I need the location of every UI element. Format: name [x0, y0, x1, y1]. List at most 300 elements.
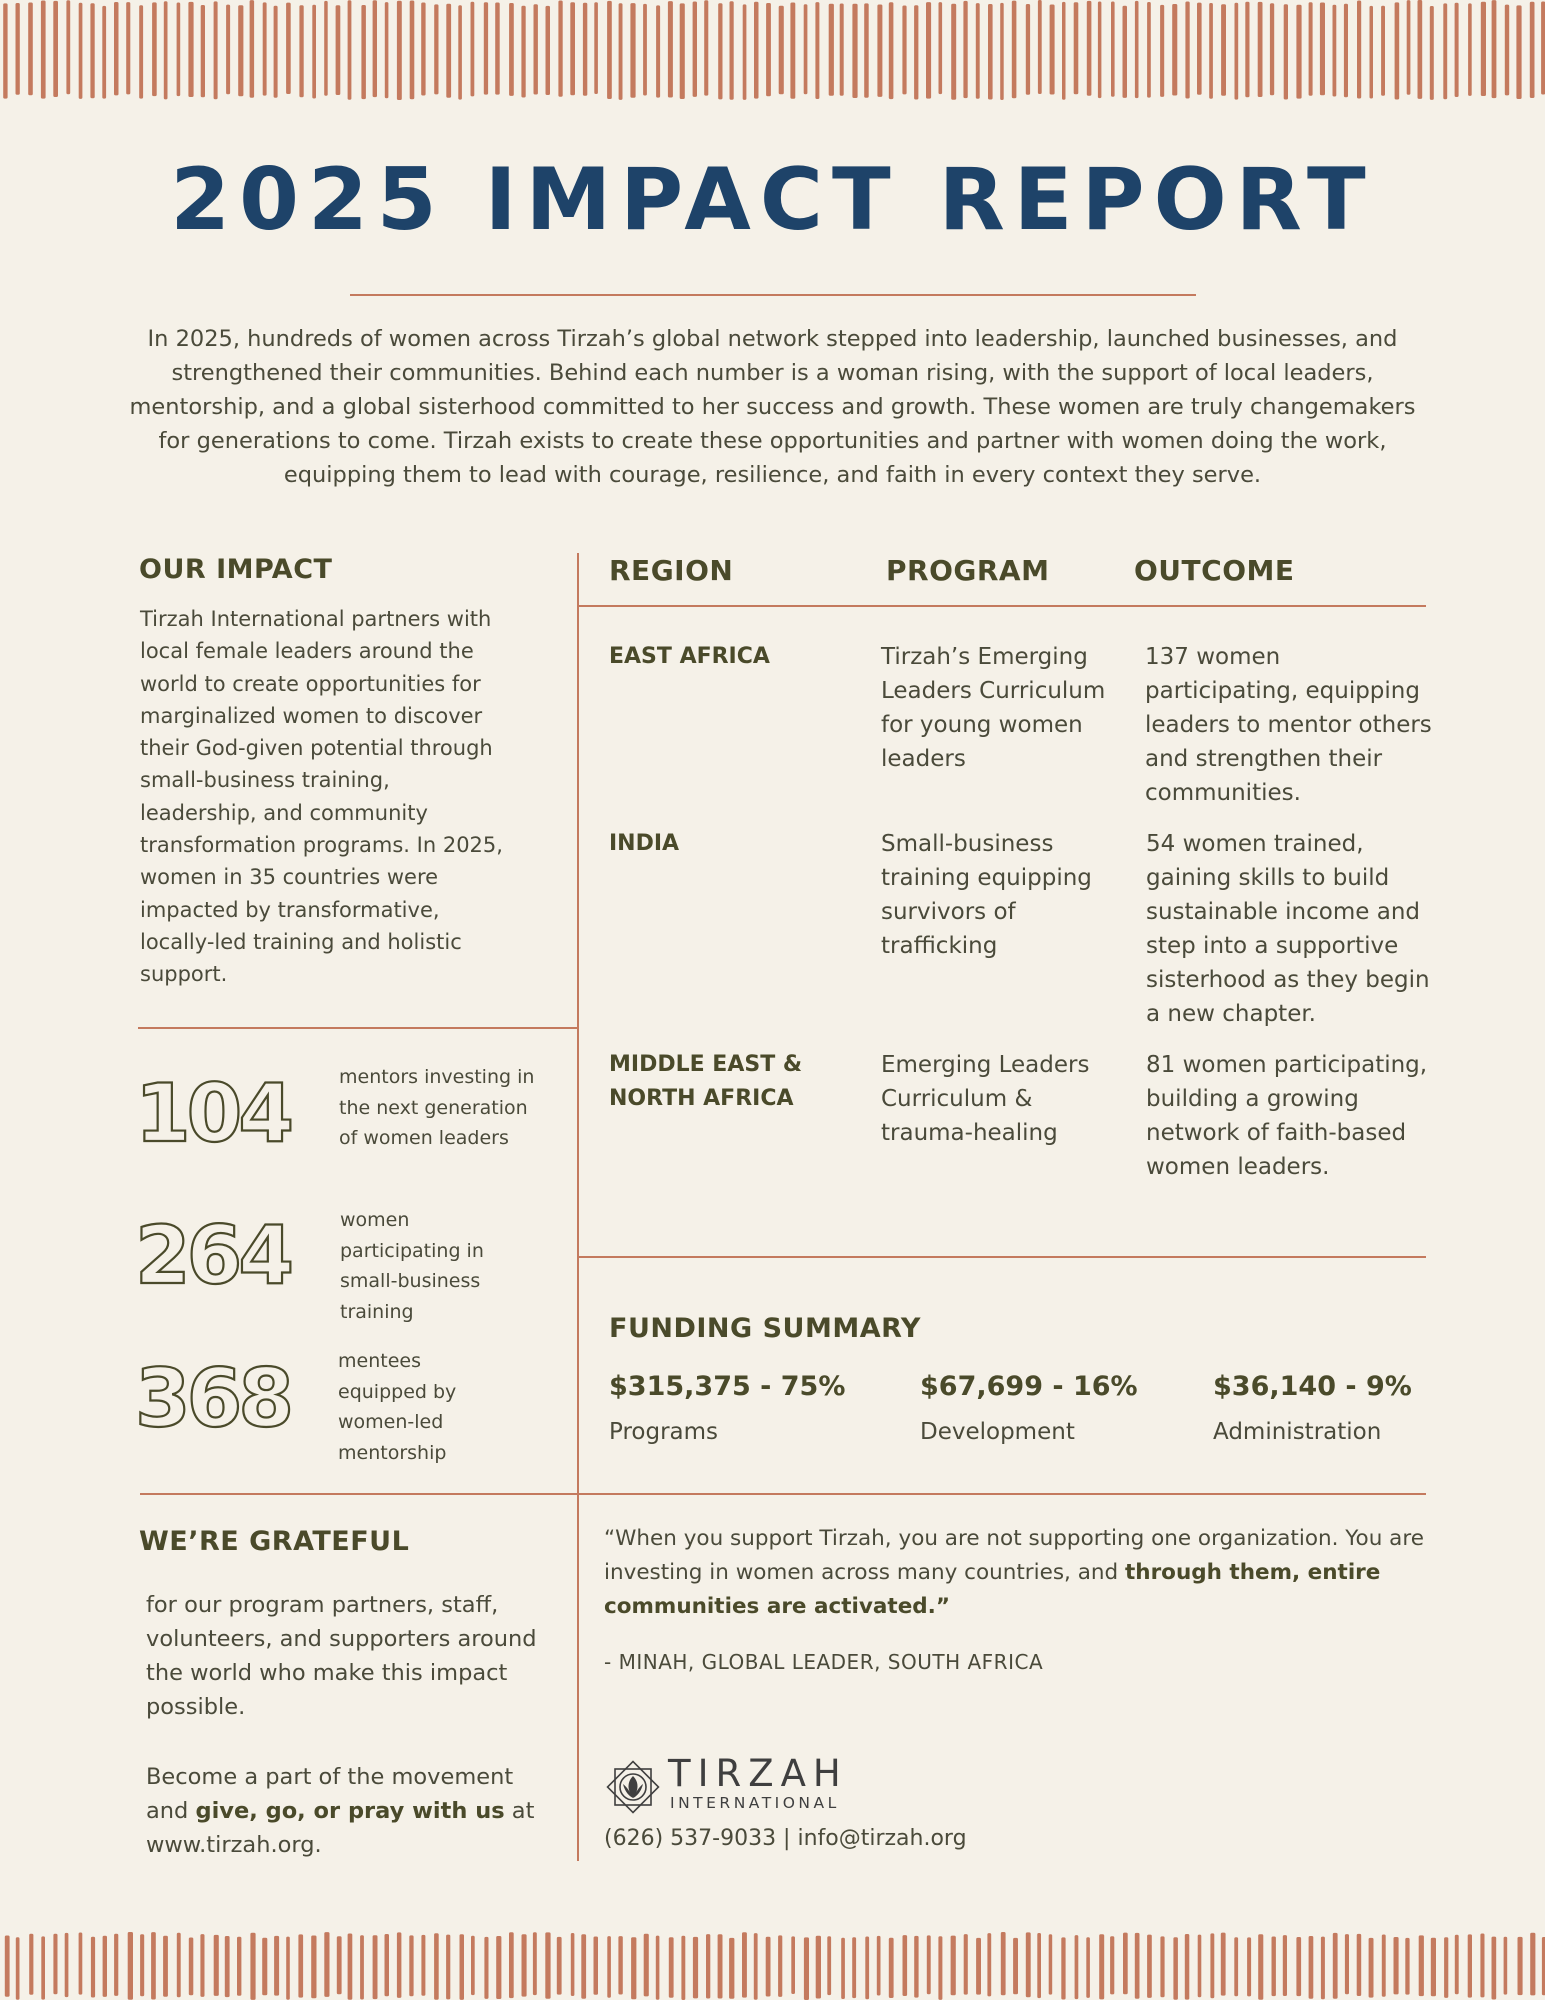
stripe: [706, 1934, 710, 1998]
stripe: [337, 1936, 342, 1994]
stripe: [509, 1932, 514, 1998]
stripe: [41, 1, 46, 99]
stripe: [1357, 1934, 1362, 1996]
stripe: [1247, 1937, 1251, 1996]
our-impact-heading: OUR IMPACT: [139, 554, 333, 585]
stripe: [1135, 1, 1139, 98]
stripe: [421, 3, 425, 96]
title-divider: [350, 294, 1196, 296]
program-column-header: PROGRAM: [886, 554, 1050, 587]
stripe: [1530, 1933, 1535, 1996]
stripe: [778, 1935, 782, 1997]
stripe: [250, 1933, 255, 2000]
stripe: [373, 0, 377, 97]
stripe: [79, 3, 83, 99]
stripe: [1492, 0, 1497, 98]
stripe: [1123, 6, 1128, 98]
stripe: [397, 1932, 402, 1998]
stripe: [1272, 1937, 1276, 1997]
stripe: [865, 1937, 869, 2000]
stripe: [1185, 2, 1189, 99]
stripe-pattern-top: [0, 0, 1545, 100]
stripe: [1087, 1, 1092, 96]
stripe: [1147, 2, 1151, 98]
stripe: [1504, 1937, 1508, 1995]
stripe: [189, 1938, 194, 1996]
stripe: [1026, 4, 1030, 95]
stripe: [225, 1936, 230, 1997]
column-divider: [577, 553, 579, 1861]
stripe: [151, 1932, 156, 1999]
stat-number: 264: [135, 1209, 290, 1302]
stripe: [1455, 3, 1459, 97]
stripe: [385, 1934, 390, 1996]
stripe: [1333, 1933, 1338, 1999]
stripe: [1172, 4, 1177, 96]
stripe: [1320, 3, 1325, 96]
cta-emphasis: give, go, or pray with us: [195, 1798, 505, 1824]
stripe: [743, 4, 747, 100]
stripe: [324, 1, 328, 96]
stripe: [1012, 1, 1017, 99]
stripe: [704, 0, 708, 95]
bottom-section-rule: [140, 1493, 1426, 1495]
stripe: [681, 1936, 685, 2000]
stripe: [829, 4, 834, 96]
stripe: [656, 5, 660, 97]
stripe: [1173, 1937, 1178, 2000]
stripe: [29, 1934, 33, 1995]
stripe: [1516, 5, 1521, 99]
stripe: [397, 1, 402, 100]
table-header-rule: [578, 605, 1426, 607]
bottom-stripe-border: [0, 1932, 1545, 2000]
stripe: [570, 2, 575, 95]
stripe: [263, 2, 267, 95]
stripe: [1050, 5, 1055, 95]
stripe: [1049, 1934, 1053, 1994]
stripe: [1221, 4, 1226, 96]
stripe: [546, 6, 551, 95]
region-cell: EAST AFRICA: [609, 644, 770, 669]
stripe: [152, 2, 157, 96]
stripe: [668, 1, 673, 97]
stripe: [729, 1938, 734, 1999]
program-cell: Tirzah’s Emerging Leaders Curriculum for young women leaders: [881, 644, 1106, 772]
stripe: [28, 3, 33, 96]
stripe: [815, 2, 819, 99]
stripe: [274, 1936, 279, 1996]
stat-number: 368: [135, 1352, 290, 1445]
stat-label: mentors investing in the next generation of women leaders: [339, 1066, 535, 1149]
stripe: [1210, 1933, 1214, 1998]
stripe: [889, 1938, 894, 1998]
stripe: [718, 3, 722, 99]
stripe: [200, 1934, 204, 1997]
funding-development-label: Development: [920, 1419, 1075, 1445]
stripe: [91, 1937, 95, 1998]
stripe: [693, 1937, 698, 1999]
stripe: [237, 1937, 241, 1996]
stripe: [53, 1934, 57, 1994]
stripe: [188, 2, 193, 97]
stripe: [1198, 1935, 1202, 1998]
stripe: [1013, 1938, 1018, 1994]
stripe: [766, 1937, 771, 1997]
stripe: [1086, 1937, 1090, 1998]
cta-text: Become a part of the movement and: [146, 1764, 514, 1824]
stripe: [742, 1932, 747, 1997]
stripe: [226, 5, 230, 95]
cta-text-end: at www.tirzah.org.: [146, 1798, 535, 1858]
stripe: [1492, 1937, 1497, 2000]
quote-emphasis: through them, entire communities are activated.”: [604, 1560, 1381, 1619]
impact-divider: [138, 1027, 578, 1029]
stripe: [841, 1938, 845, 1999]
stripe: [914, 5, 918, 99]
stripe: [298, 1934, 303, 1997]
stripe: [1357, 1, 1361, 99]
stat-label: women participating in small-business training: [340, 1209, 484, 1323]
stripe: [988, 4, 993, 100]
stripe: [1147, 1935, 1152, 1998]
tirzah-lotus-logo-icon: [600, 1754, 666, 1820]
stripe: [286, 3, 291, 94]
stripe: [1160, 5, 1164, 97]
stripe: [545, 1932, 550, 1998]
stripe: [1221, 1933, 1226, 1996]
program-cell: Small-business training equipping survivors of trafficking: [881, 831, 1092, 959]
stripe: [852, 1937, 856, 1998]
stripe: [1370, 6, 1374, 99]
stripe: [274, 6, 278, 98]
quote-text: “When you support Tirzah, you are not supporting one organization. You are investing in women across many countries, and: [604, 1526, 1424, 1585]
stripe: [336, 5, 341, 95]
stripe: [581, 1934, 586, 1998]
stripe: [16, 3, 20, 95]
stripe: [16, 1937, 20, 1999]
stripe: [1258, 1934, 1263, 2000]
stripe: [103, 1936, 107, 1997]
stripe: [484, 1937, 488, 1999]
grateful-call-to-action: [146, 1760, 546, 1862]
stripe: [926, 2, 931, 99]
stripe: [1430, 6, 1434, 100]
stripe: [1407, 0, 1411, 95]
stripe: [976, 1938, 981, 1995]
grateful-body: for our program partners, staff, volunteers, and supporters around the world who make this impact possible.: [146, 1592, 537, 1720]
stripe: [951, 4, 956, 100]
stripe: [65, 1933, 69, 1997]
stripe: [914, 1936, 918, 1998]
stripe: [214, 1935, 219, 1996]
quote-attribution: - MINAH, GLOBAL LEADER, SOUTH AFRICA: [604, 1650, 1044, 1674]
stripe: [3, 3, 7, 98]
stripe: [607, 1, 612, 99]
stripe: [790, 3, 795, 99]
stripe: [1110, 1936, 1114, 1994]
stripe: [1296, 5, 1301, 99]
stripe: [754, 2, 759, 99]
stripe: [521, 6, 525, 98]
stripe: [1381, 6, 1385, 96]
stripe: [1530, 2, 1535, 98]
stripe: [827, 1936, 831, 1995]
stripe: [631, 1937, 636, 1999]
stripe: [126, 2, 130, 94]
stripe: [864, 3, 869, 97]
stripe: [840, 4, 844, 96]
stripe: [644, 1934, 649, 1997]
stripe: [299, 5, 303, 97]
stripe: [594, 1937, 599, 1995]
stripe: [238, 5, 243, 96]
stripe: [471, 1936, 475, 1995]
stripe: [434, 4, 438, 94]
stripe: [852, 4, 857, 98]
stripe: [951, 1936, 956, 1996]
stripe: [1309, 2, 1313, 96]
testimonial-quote: [604, 1522, 1434, 1624]
stripe: [79, 1933, 83, 1995]
stripe: [312, 5, 316, 99]
stripe: [163, 1936, 168, 1997]
stripe: [1419, 1935, 1424, 1996]
outcome-cell: 54 women trained, gaining skills to build sustainable income and step into a supportive sisterhood as they begin a new chapter.: [1146, 831, 1430, 1027]
stripe: [804, 1937, 809, 2000]
stripe: [140, 1934, 144, 1996]
stripe: [373, 1935, 378, 1999]
stripe: [558, 1, 562, 97]
outcome-column-header: OUTCOME: [1134, 554, 1295, 587]
stripe: [630, 3, 635, 98]
intro-paragraph: In 2025, hundreds of women across Tirzah’s global network stepped into leadership, launched businesses, and strengthened their communities. Behind each number is a woman rising, with the support of local leaders, mentorship, and a global sisterhood committed to her success and growth. These women are truly changemakers for generations to come. Tirzah exists to create these opportunities and partner with women doing the work, equipping them to lead with courage, resilience, and faith in every context they serve.: [129, 326, 1416, 488]
stripe: [1038, 0, 1042, 94]
stripe: [1405, 1938, 1409, 1995]
stripe-pattern-bottom: [0, 1932, 1545, 2000]
stripe: [766, 3, 771, 96]
top-stripe-border: [0, 0, 1545, 100]
stat-label: mentees equipped by women-led mentorship: [338, 1350, 457, 1464]
stripe: [177, 1933, 181, 1998]
stripe: [434, 1933, 439, 2000]
stripe: [1062, 2, 1066, 100]
stripe: [1394, 1937, 1399, 1994]
stripe: [1345, 1934, 1349, 1994]
stripe: [607, 1936, 611, 1998]
stripe: [139, 5, 143, 98]
stripe: [1270, 3, 1274, 95]
contact-info: (626) 537-9033 | info@tirzah.org: [604, 1826, 967, 1851]
stripe: [1234, 1937, 1238, 1996]
stripe: [976, 3, 980, 99]
stripe: [1074, 2, 1079, 94]
stripe: [214, 1, 218, 99]
stripe: [522, 1934, 527, 1996]
stripe: [583, 3, 587, 96]
stripe: [360, 1935, 364, 1999]
stripe: [114, 2, 119, 95]
stripe: [1099, 1934, 1104, 1999]
stripe: [1135, 1933, 1140, 1999]
stripe: [618, 1936, 622, 1994]
stripe: [791, 1936, 795, 1994]
stripe: [421, 1935, 425, 1996]
stripe: [1209, 3, 1213, 99]
stripe: [571, 1933, 575, 1996]
stripe: [1098, 2, 1102, 99]
stripe: [534, 4, 538, 94]
stripe: [5, 1936, 10, 1997]
stripe: [484, 2, 488, 94]
stripe: [619, 3, 623, 100]
stripe: [1321, 1937, 1325, 2000]
stripe: [361, 5, 366, 99]
stripe: [987, 1933, 991, 1996]
stripe: [1061, 1937, 1065, 1999]
stripe: [816, 1936, 821, 1999]
region-column-header: REGION: [609, 554, 734, 587]
stripe: [114, 1934, 118, 1996]
program-cell: Emerging Leaders Curriculum & trauma-healing: [881, 1052, 1090, 1146]
stripe: [1518, 1937, 1523, 1995]
stripe: [458, 5, 462, 99]
stripe: [348, 1934, 353, 2000]
stripe: [1197, 3, 1202, 95]
funding-development-amount: $67,699 - 16%: [920, 1371, 1138, 1402]
stripe: [1026, 1932, 1031, 1997]
funding-summary-heading: FUNDING SUMMARY: [609, 1313, 921, 1344]
stripe: [262, 1938, 267, 1996]
stripe: [533, 1932, 537, 1995]
stripe: [1382, 1935, 1386, 1997]
stripe: [1000, 3, 1004, 100]
stripe: [1443, 3, 1447, 99]
stripe: [1431, 1938, 1436, 1996]
stripe: [177, 3, 181, 97]
stripe: [903, 1935, 908, 1996]
stripe: [1284, 4, 1288, 99]
stripe: [669, 1937, 674, 1998]
stripe: [385, 2, 389, 98]
stripe: [1468, 3, 1472, 96]
stripe: [1444, 1937, 1448, 1998]
stripe: [1541, 2, 1545, 95]
our-impact-body: Tirzah International partners with local female leaders around the world to create opportunities for marginalized women to discover their God-given potential through small-business training, leadership, and community transformation programs. In 2025, women in 35 countries were impacted by transformative, locally-led training and holistic support.: [140, 607, 503, 987]
stripe: [889, 2, 894, 99]
stripe: [311, 1936, 316, 1999]
stripe: [804, 4, 808, 94]
stripe: [286, 1937, 290, 2000]
funding-administration-label: Administration: [1213, 1419, 1382, 1445]
stripe: [1185, 1934, 1190, 2000]
stripe: [963, 1, 967, 98]
stripe: [409, 1935, 413, 1996]
stripe: [754, 1933, 758, 2000]
stripe: [964, 1934, 968, 1995]
stripe: [1001, 1932, 1006, 1995]
stripe: [250, 0, 255, 98]
stripe: [410, 1, 415, 100]
stripe: [938, 1936, 942, 2000]
stripe: [1369, 1938, 1374, 1998]
funding-administration-amount: $36,140 - 9%: [1213, 1371, 1412, 1402]
stripe: [1309, 1936, 1314, 1999]
stripe: [496, 1936, 501, 1999]
stripe: [779, 6, 784, 95]
grateful-heading: WE’RE GRATEFUL: [139, 1526, 410, 1557]
stripe: [1481, 2, 1486, 96]
stripe: [877, 5, 882, 97]
stripe: [643, 4, 647, 96]
outcome-cell: 137 women participating, equipping leaders to mentor others and strengthen their communities.: [1145, 644, 1432, 806]
stripe: [680, 3, 685, 99]
stripe: [1468, 1934, 1472, 1997]
stripe: [656, 1936, 660, 2000]
stripe: [201, 5, 205, 97]
stripe: [1160, 1936, 1164, 1997]
stripe: [927, 1935, 931, 1994]
stripe: [1344, 4, 1348, 98]
stripe: [509, 3, 514, 96]
stripe: [66, 0, 70, 94]
stripe: [1296, 1937, 1301, 1996]
stripe: [718, 1934, 723, 1998]
stripe: [1395, 2, 1400, 99]
stripe: [41, 1936, 45, 1999]
stripe: [1075, 1935, 1079, 1999]
stripe: [1333, 5, 1337, 97]
stripe: [1505, 5, 1509, 96]
stripe: [939, 2, 943, 94]
stripe: [90, 3, 94, 98]
funding-programs-label: Programs: [609, 1419, 719, 1445]
page-title: 2025 IMPACT REPORT: [170, 150, 1375, 250]
stripe: [557, 1937, 562, 1995]
stripe: [1283, 1935, 1287, 1996]
stripe: [1037, 1933, 1041, 1998]
stat-number: 104: [135, 1067, 290, 1160]
stripe: [164, 1, 168, 99]
stripe: [495, 3, 500, 95]
funding-programs-amount: $315,375 - 75%: [609, 1371, 846, 1402]
stripe: [1480, 1934, 1484, 1998]
stripe: [877, 1936, 881, 1996]
stripe: [324, 1932, 329, 1997]
table-bottom-rule: [578, 1256, 1426, 1258]
stripe: [53, 1, 58, 97]
stripe: [902, 6, 906, 95]
stripe: [730, 1, 734, 100]
stripe: [1235, 3, 1239, 100]
outcome-cell: 81 women participating, building a growing network of faith-based women leaders.: [1146, 1052, 1428, 1180]
stripe: [1258, 2, 1263, 97]
logo-wordmark: TIRZAH: [668, 1752, 848, 1795]
stripe: [471, 2, 475, 97]
region-cell: MIDDLE EAST & NORTH AFRICA: [609, 1052, 803, 1111]
stripe: [348, 0, 352, 100]
logo-subtitle: INTERNATIONAL: [670, 1794, 840, 1812]
stripe: [446, 1935, 450, 2000]
stripe: [446, 4, 451, 98]
stripe: [102, 6, 106, 99]
stripe: [693, 2, 697, 97]
stripe: [460, 1934, 465, 2000]
stripe: [1111, 2, 1115, 97]
region-cell: INDIA: [609, 831, 680, 856]
stripe: [1123, 1933, 1128, 1995]
stripe: [1418, 0, 1423, 99]
